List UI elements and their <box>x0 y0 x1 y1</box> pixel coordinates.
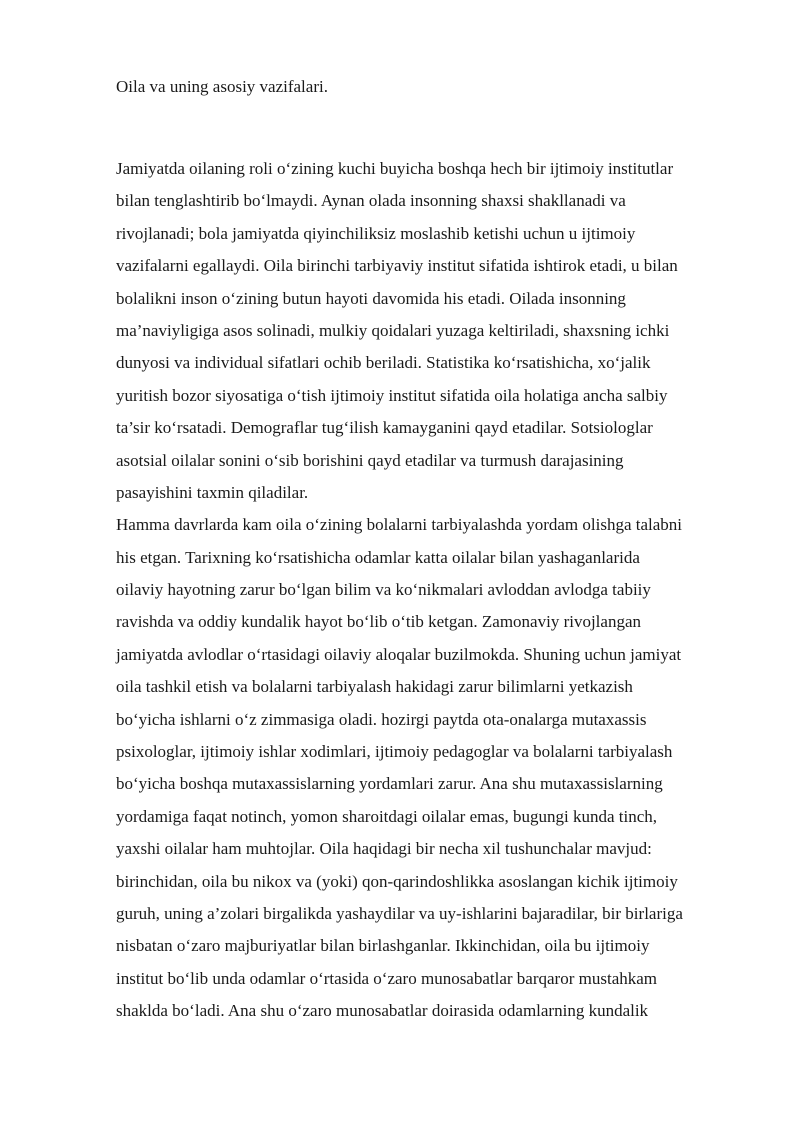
text-line: ravishda va oddiy kundalik hayot bo‘lib o‘tib ketgan. Zamonaviy rivojlangan <box>116 612 641 632</box>
text-line: his etgan. Tarixning ko‘rsatishicha odamlar katta oilalar bilan yashaganlarida <box>116 547 640 567</box>
text-line: birinchidan, oila bu nikox va (yoki) qon-qarindoshlikka asoslangan kichik ijtimoiy <box>116 871 678 891</box>
text-line: rivojlanadi; bola jamiyatda qiyinchiliksiz moslashib ketishi uchun u ijtimoiy <box>116 223 636 243</box>
text-line: ta’sir ko‘rsatadi. Demograflar tug‘ilish kamayganini qayd etadilar. Sotsiologlar <box>116 418 653 438</box>
text-line: psixologlar, ijtimoiy ishlar xodimlari, ijtimoiy pedagoglar va bolalarni tarbiyalash <box>116 742 673 762</box>
text-line: Jamiyatda oilaning roli o‘zining kuchi buyicha boshqa hech bir ijtimoiy institutlar <box>116 159 674 178</box>
text-line: institut bo‘lib unda odamlar o‘rtasida o‘zaro munosabatlar barqaror mustahkam <box>116 968 658 988</box>
text-line: yaxshi oilalar ham muhtojlar. Oila haqidagi bir necha xil tushunchalar mavjud: <box>116 839 652 859</box>
text-line: bolalikni inson o‘zining butun hayoti davomida his etadi. Oilada insonning <box>116 288 626 308</box>
text-line: yuritish bozor siyosatiga o‘tish ijtimoiy institut sifatida oila holatiga ancha salbiy <box>116 385 668 405</box>
text-line: guruh, uning a’zolari birgalikda yashaydilar va uy-ishlarini bajaradilar, bir birlariga <box>116 903 683 923</box>
text-line: shaklda bo‘ladi. Ana shu o‘zaro munosabatlar doirasida odamlarning kundalik <box>116 1001 649 1021</box>
document-title: Oila va uning asosiy vazifalari. <box>116 77 328 96</box>
text-line: jamiyatda avlodlar o‘rtasidagi oilaviy aloqalar buzilmokda. Shuning uchun jamiyat <box>116 644 682 664</box>
text-line: pasayishini taxmin qiladilar. <box>116 482 309 502</box>
text-line: oila tashkil etish va bolalarni tarbiyalash hakidagi zarur bilimlarni yetkazish <box>116 677 633 697</box>
text-line: nisbatan o‘zaro majburiyatlar bilan birlashganlar. Ikkinchidan, oila bu ijtimoiy <box>116 936 650 956</box>
text-line: dunyosi va individual sifatlari ochib beriladi. Statistika ko‘rsatishicha, xo‘jalik <box>116 353 651 373</box>
text-line: oilaviy hayotning zarur bo‘lgan bilim va ko‘nikmalari avloddan avlodga tabiiy <box>116 580 651 600</box>
text-line: yordamiga faqat notinch, yomon sharoitdagi oilalar emas, bugungi kunda tinch, <box>116 806 658 826</box>
document-body <box>116 158 756 1033</box>
text-line: bo‘yicha boshqa mutaxassislarning yordamlari zarur. Ana shu mutaxassislarning <box>116 774 663 794</box>
text-line: vazifalarni egallaydi. Oila birinchi tarbiyaviy institut sifatida ishtirok etadi, u bilan <box>116 256 678 276</box>
text-line: ma’naviyligiga asos solinadi, mulkiy qoidalari yuzaga keltiriladi, shaxsning ichki <box>116 320 670 340</box>
text-line: bo‘yicha ishlarni o‘z zimmasiga oladi. hozirgi paytda ota-onalarga mutaxassis <box>116 709 647 729</box>
text-line: bilan tenglashtirib bo‘lmaydi. Aynan olada insonning shaxsi shakllanadi va <box>116 191 626 211</box>
text-line: Hamma davrlarda kam oila o‘zining bolalarni tarbiyalashda yordam olishga talabni <box>116 515 683 535</box>
text-line: asotsial oilalar sonini o‘sib borishini qayd etadilar va turmush darajasining <box>116 450 624 470</box>
